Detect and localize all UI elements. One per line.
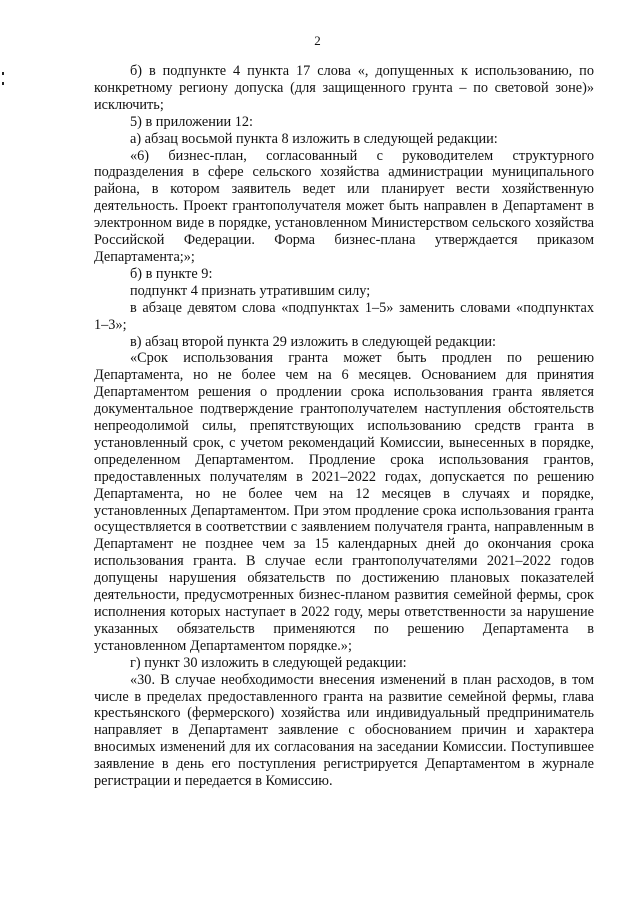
paragraph: «30. В случае необходимости внесения изменений в план расходов, в том числе в пределах предоставленного гранта на развитие семейной фермы, глава крестьянского (фермерского) хозяйства или индивидуальный предприниматель направляет в Департамент заявление с обоснованием причин и характера вносимых изменений для их согласования на заседании Комиссии. Поступившее заявление в день его поступления регистрируется Департаментом в журнале регистрации и передается в Комиссию. bbox=[94, 671, 594, 790]
scan-edge-mark bbox=[2, 82, 4, 85]
paragraph: б) в подпункте 4 пункта 17 слова «, допущенных к использованию, по конкретному региону допуска (для защищенного грунта – по световой зоне)» исключить; bbox=[94, 63, 594, 113]
paragraph: б) в пункте 9: bbox=[130, 265, 213, 282]
page-number: 2 bbox=[314, 33, 321, 48]
paragraph: а) абзац восьмой пункта 8 изложить в следующей редакции: bbox=[130, 130, 498, 147]
paragraph: подпункт 4 признать утратившим силу; bbox=[130, 282, 371, 299]
paragraph: «6) бизнес-план, согласованный с руководителем структурного подразделения в сфере сельского хозяйства администрации муниципального района, в котором заявитель ведет или планирует вести хозяйственную деятельность. Проект грантополучателя может быть направлен в Департамент в электронном виде в порядке, установленном Министерством сельского хозяйства Российской Федерации. Форма бизнес-плана утверждается приказом Департамента;»; bbox=[94, 147, 594, 265]
paragraph: 5) в приложении 12: bbox=[130, 113, 254, 130]
paragraph: «Срок использования гранта может быть продлен по решению Департамента, но не более чем на 6 месяцев. Основанием для принятия Департаментом решения о продлении срока использования гранта является документальное подтверждение грантополучателем наступления обстоятельств непреодолимой силы, препятствующих использованию средств гранта в установленный срок, с учетом рекомендаций Комиссии, вынесенных в порядке, определенном Департаментом. Продление срока использования грантов, предоставленных получателям в 2021–2022 годах, допускается по решению Департамента, но не более чем на 12 месяцев в случаях и порядке, установленных Департаментом. При этом продление срока использования гранта осуществляется в соответствии с заявлением получателя гранта, направленным в Департамент не позднее чем за 15 календарных дней до окончания срока использования гранта. В случае если грантополучателями 2021–2022 годов допущены нарушения обязательств по достижению плановых показателей деятельности, предусмотренных бизнес-планом развития семейной фермы, срок исполнения которых наступает в 2022 году, меры ответственности за нарушение указанных обязательств применяются по решению Департамента в установленном Департаментом порядке.»; bbox=[94, 350, 594, 654]
paragraph: в абзаце девятом слова «подпунктах 1–5» заменить словами «подпунктах 1–3»; bbox=[94, 299, 594, 333]
paragraph: г) пункт 30 изложить в следующей редакции: bbox=[130, 654, 407, 671]
scan-edge-mark bbox=[2, 72, 4, 75]
document-body bbox=[94, 63, 594, 790]
paragraph: в) абзац второй пункта 29 изложить в следующей редакции: bbox=[130, 333, 497, 350]
